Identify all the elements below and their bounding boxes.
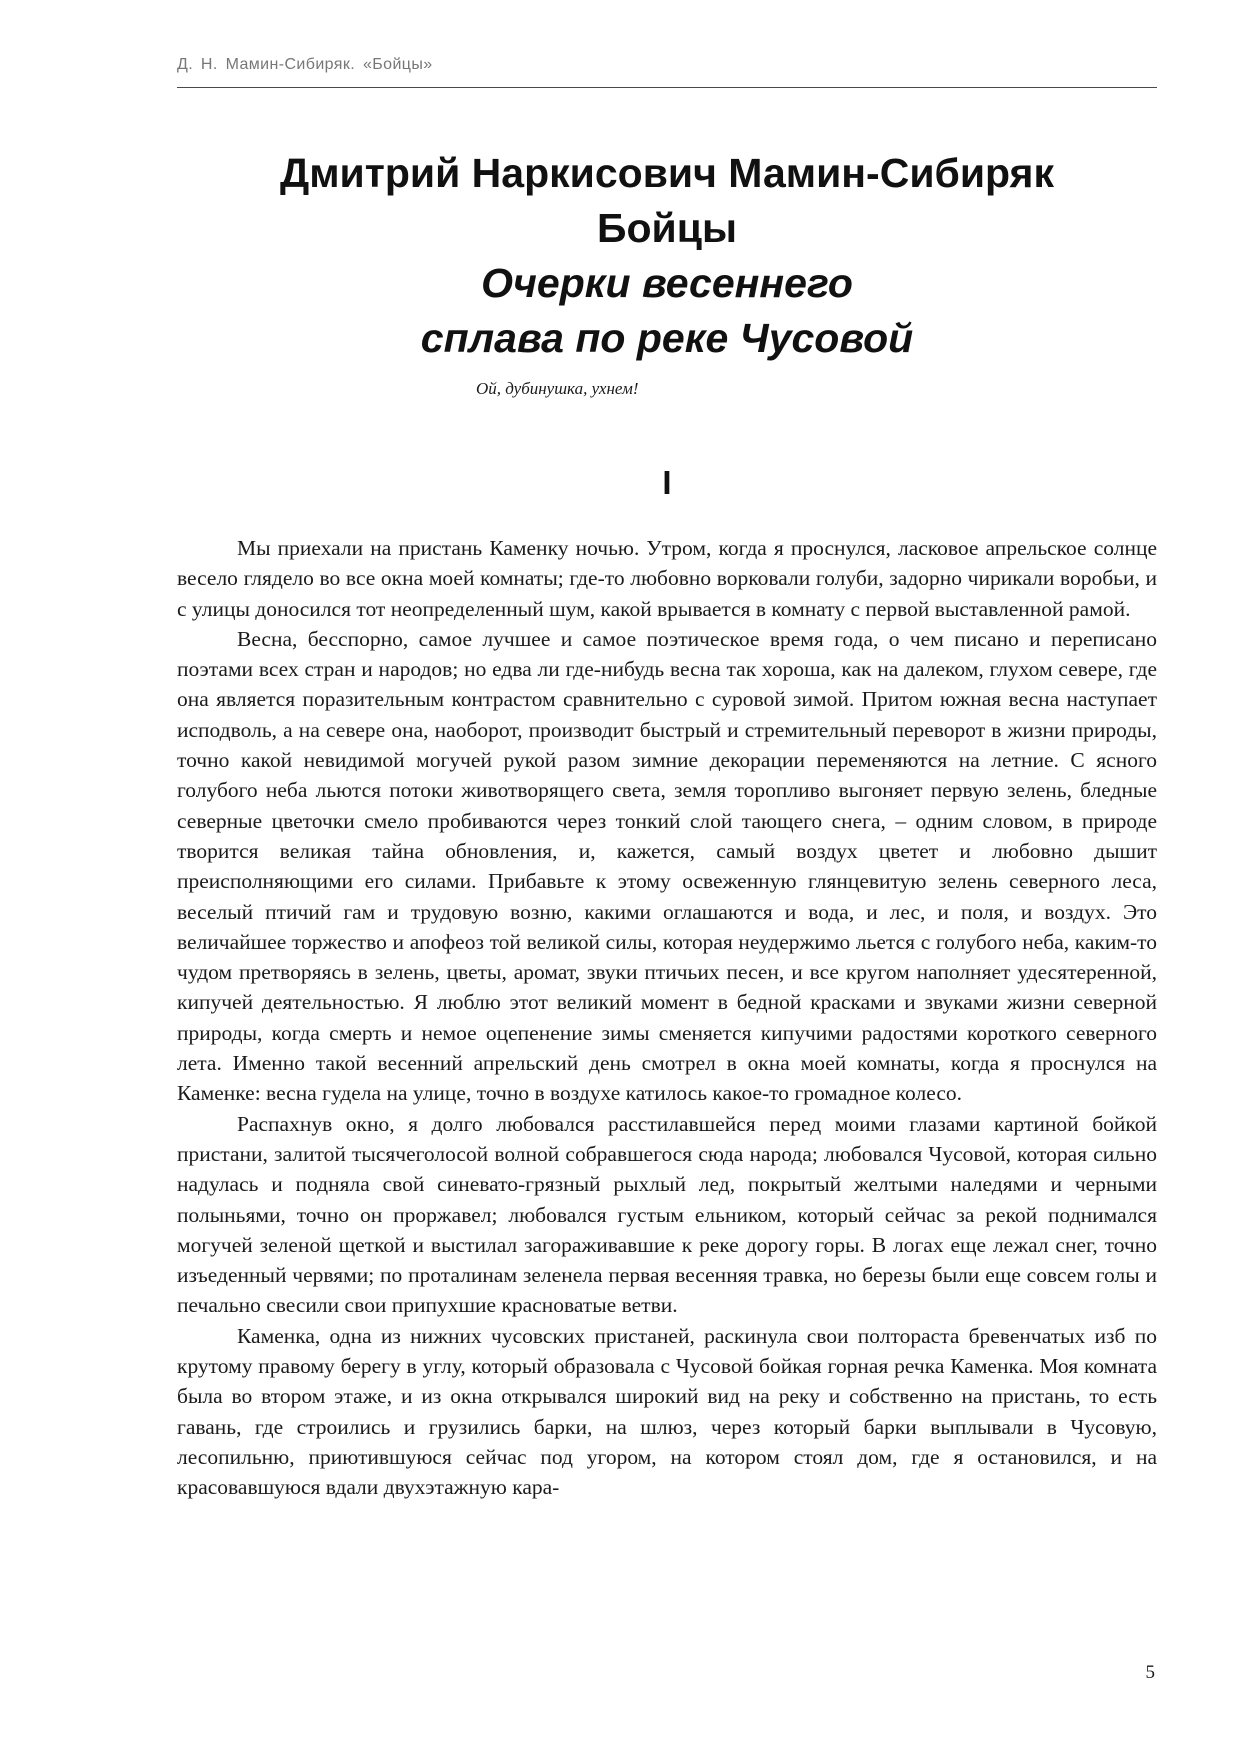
paragraph-3: Распахнув окно, я долго любовался расстилавшейся перед моими глазами картиной бойкой пристани, залитой тысячеголосой волной собравшегося сюда народа; любовался Чусовой, которая сильно надулась и подняла свой синевато-грязный рыхлый лед, покрытый желтыми наледями и черными полыньями, точно он проржавел; любовался густым ельником, который сейчас за рекой поднимался могучей зеленой щеткой и выстилал загораживавшие к реке дорогу горы. В логах еще лежал снег, точно изъеденный червями; по проталинам зеленела первая весенняя травка, но березы были еще совсем голы и печально свесили свои припухшие красноватые ветви. [177, 1111, 1157, 1318]
body-text [177, 533, 1157, 1503]
author-name: Дмитрий Наркисович Мамин-Сибиряк [280, 150, 1054, 196]
epigraph: Ой, дубинушка, ухнем! [476, 379, 639, 398]
paragraph-4: Каменка, одна из нижних чусовских пристаней, раскинула свои полтораста бревенчатых изб по крутому правому берегу в углу, который образовала с Чусовой бойкая горная речка Каменка. Моя комната была во втором этаже, и из окна открывался широкий вид на реку и собственно на пристань, то есть гавань, где строились и грузились барки, на шлюз, через который барки выплывали в Чусовую, лесопильню, приютившуюся сейчас под угором, на котором стоял дом, где я остановился, и на красовавшуюся вдали двухэтажную кара- [177, 1323, 1157, 1500]
title-block [177, 146, 1157, 366]
paragraph-1: Мы приехали на пристань Каменку ночью. Утром, когда я проснулся, ласковое апрельское солнце весело глядело во все окна моей комнаты; где-то любовно ворковали голуби, задорно чирикали воробьи, и с улицы доносился тот неопределенный шум, какой врывается в комнату с первой выставленной рамой. [177, 536, 1157, 621]
paragraph-2: Весна, бесспорно, самое лучшее и самое поэтическое время года, о чем писано и переписано поэтами всех стран и народов; но едва ли где-нибудь весна так хороша, как на далеком, глухом севере, где она является поразительным контрастом сравнительно с суровой зимой. Притом южная весна наступает исподволь, а на севере она, наоборот, производит быстрый и стремительный переворот в жизни природы, точно какой невидимой могучей рукой разом зимние декорации переменяются на летние. С ясного голубого неба льются потоки животворящего света, земля торопливо выгоняет первую зелень, бледные северные цветочки смело пробиваются через тонкий слой тающего снега, – одним словом, в природе творится великая тайна обновления, и, кажется, самый воздух цветет и любовно дышит преисполняющими его силами. Прибавьте к этому освеженную глянцевитую зелень северного леса, веселый птичий гам и трудовую возню, какими оглашаются и вода, и лес, и поля, и воздух. Это величайшее торжество и апофеоз той великой силы, которая неудержимо льется с голубого неба, каким-то чудом претворяясь в зелень, цветы, аромат, звуки птичьих песен, и все кругом наполняет удесятеренной, кипучей деятельностью. Я люблю этот великий момент в бедной красками и звуками жизни северной природы, когда смерть и немое оцепенение зимы сменяется кипучими радостями короткого северного лета. Именно такой весенний апрельский день смотрел в окна моей комнаты, когда я проснулся на Каменке: весна гудела на улице, точно в воздухе катилось какое-то громадное колесо. [177, 626, 1157, 1106]
running-header: Д. Н. Мамин-Сибиряк. «Бойцы» [177, 56, 433, 73]
header-divider [177, 87, 1157, 88]
subtitle-line-2: сплава по реке Чусовой [420, 315, 914, 361]
work-title: Бойцы [597, 205, 737, 251]
chapter-number: I [662, 464, 672, 501]
subtitle-line-1: Очерки весеннего [481, 260, 853, 306]
page-number: 5 [1145, 1662, 1155, 1683]
